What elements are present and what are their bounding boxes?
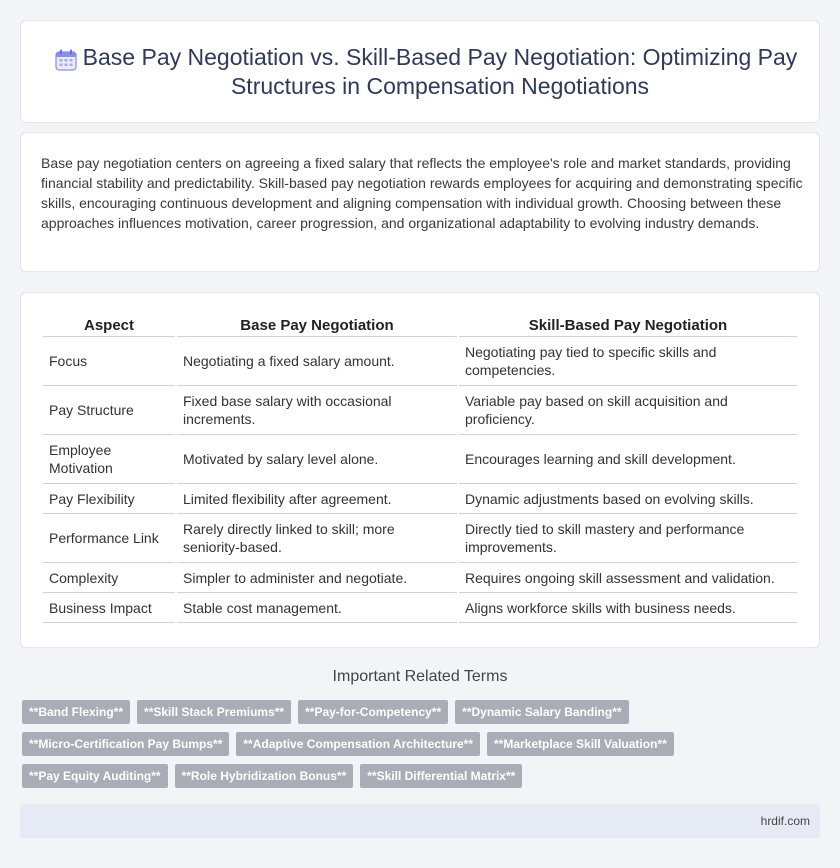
cell-base: Limited flexibility after agreement. [177,484,457,514]
cell-aspect: Pay Flexibility [43,484,175,514]
cell-aspect: Focus [43,337,175,386]
footer-bar [20,804,820,838]
page-title: Base Pay Negotiation vs. Skill-Based Pay Negotiation: Optimizing Pay Structures in Compensation Negotiations [82,43,798,99]
cell-aspect: Performance Link [43,514,175,563]
cell-base: Fixed base salary with occasional increments. [177,386,457,435]
cell-skill: Dynamic adjustments based on evolving skills. [459,484,797,514]
comparison-table [41,315,799,623]
cell-base: Simpler to administer and negotiate. [177,563,457,593]
related-term-tag[interactable]: **Marketplace Skill Valuation** [487,732,674,756]
related-term-tag[interactable]: **Adaptive Compensation Architecture** [236,732,480,756]
intro-paragraph: Base pay negotiation centers on agreeing a fixed salary that reflects the employee's role and market standards, providing financial stability and predictability. Skill-based pay negotiation rewards employees for acquiring and demonstrating specific skills, encouraging continuous development and aligning compensation with individual growth. Choosing between these approaches influences motivation, career progression, and organizational adaptability to evolving industry demands. [41,155,803,231]
cell-base: Motivated by salary level alone. [177,435,457,484]
related-term-tag[interactable]: **Micro-Certification Pay Bumps** [22,732,229,756]
cell-skill: Variable pay based on skill acquisition and proficiency. [459,386,797,435]
related-terms-tags [22,700,822,788]
related-term-tag[interactable]: **Skill Stack Premiums** [137,700,291,724]
cell-skill: Directly tied to skill mastery and performance improvements. [459,514,797,563]
cell-skill: Aligns workforce skills with business needs. [459,593,797,623]
related-term-tag[interactable]: **Pay Equity Auditing** [22,764,168,788]
related-terms-title: Important Related Terms [332,668,508,685]
cell-base: Negotiating a fixed salary amount. [177,337,457,386]
intro-card [20,132,820,272]
cell-skill: Negotiating pay tied to specific skills and competencies. [459,337,797,386]
related-term-tag[interactable]: **Band Flexing** [22,700,130,724]
footer-site-link[interactable]: hrdif.com [760,814,810,828]
related-term-tag[interactable]: **Role Hybridization Bonus** [175,764,354,788]
table-row [43,386,797,435]
cell-base: Stable cost management. [177,593,457,623]
header-skill-based: Skill-Based Pay Negotiation [459,315,797,337]
cell-skill: Encourages learning and skill development. [459,435,797,484]
header-base-pay: Base Pay Negotiation [177,315,457,337]
table-row [43,337,797,386]
cell-aspect: Complexity [43,563,175,593]
cell-aspect: Business Impact [43,593,175,623]
table-row [43,593,797,623]
table-row [43,484,797,514]
title-card [20,20,820,123]
cell-aspect: Pay Structure [43,386,175,435]
related-term-tag[interactable]: **Dynamic Salary Banding** [455,700,628,724]
related-term-tag[interactable]: **Skill Differential Matrix** [360,764,522,788]
table-row [43,514,797,563]
cell-aspect: Employee Motivation [43,435,175,484]
table-row [43,435,797,484]
header-aspect: Aspect [43,315,175,337]
related-term-tag[interactable]: **Pay-for-Competency** [298,700,448,724]
cell-skill: Requires ongoing skill assessment and validation. [459,563,797,593]
comparison-card [20,292,820,648]
cell-base: Rarely directly linked to skill; more seniority-based. [177,514,457,563]
table-row [43,563,797,593]
